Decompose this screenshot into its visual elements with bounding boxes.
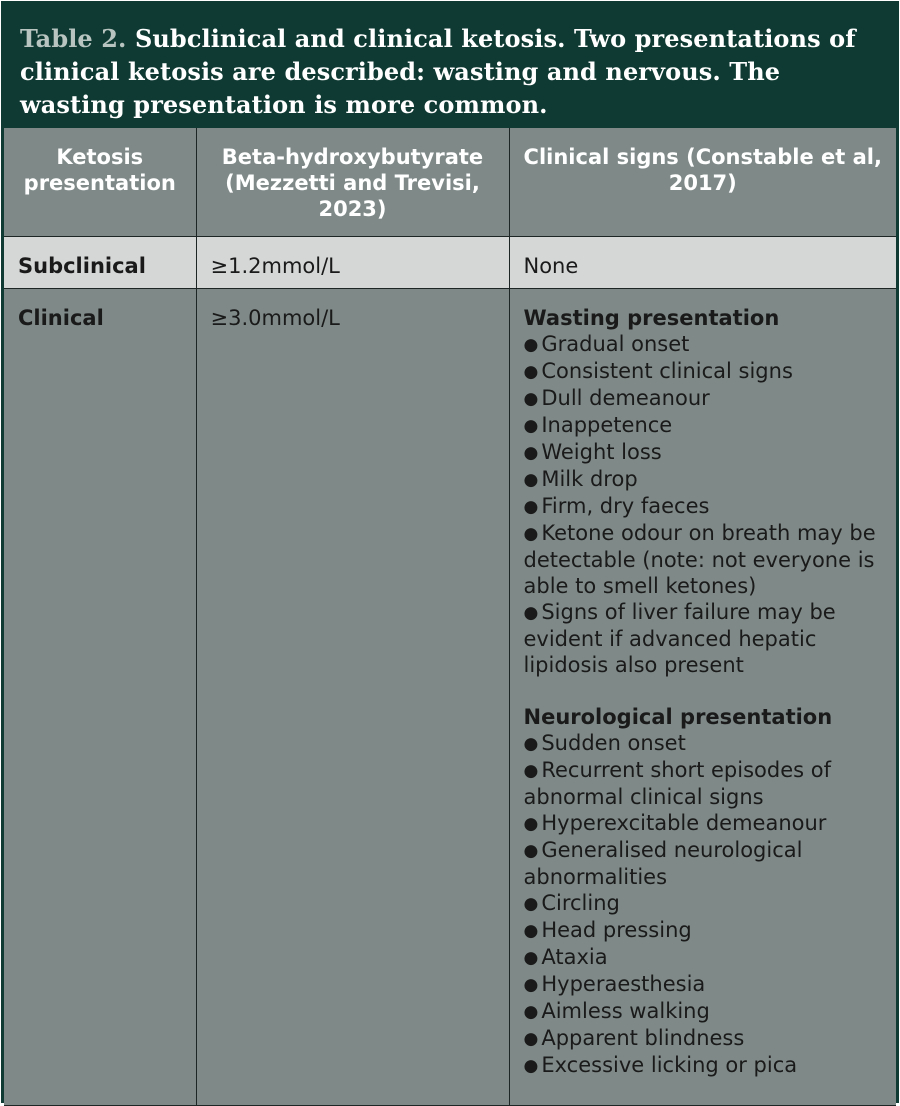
bullet-icon: ● xyxy=(523,470,539,490)
table-row-clinical xyxy=(4,289,896,1106)
bullet-icon: ● xyxy=(523,1056,539,1076)
header-ketosis-presentation: Ketosis presentation xyxy=(4,128,196,237)
signs-clinical xyxy=(509,289,896,1106)
neurological-group xyxy=(524,704,883,1079)
list-item: ● Ataxia xyxy=(523,945,608,969)
header-row xyxy=(4,128,896,237)
bullet-icon: ● xyxy=(523,734,539,754)
signs-subclinical: None xyxy=(509,237,896,289)
bullet-icon: ● xyxy=(523,603,539,623)
bullet-icon: ● xyxy=(523,975,539,995)
bullet-icon: ● xyxy=(523,443,539,463)
bhb-subclinical: ≥1.2mmol/L xyxy=(196,237,509,289)
list-item: ● Generalised neurological abnormalities xyxy=(523,838,803,889)
list-item: ● Recurrent short episodes of abnormal clinical signs xyxy=(523,758,831,809)
table-number: Table 2. xyxy=(20,24,127,53)
bhb-clinical: ≥3.0mmol/L xyxy=(196,289,509,1106)
bullet-icon: ● xyxy=(523,362,539,382)
neurological-signs-list xyxy=(524,730,883,1079)
bullet-icon: ● xyxy=(523,761,539,781)
list-item: ● Consistent clinical signs xyxy=(523,359,793,383)
header-beta-hydroxybutyrate: Beta-hydroxybutyrate (Mezzetti and Trevisi, 2023) xyxy=(196,128,509,237)
neurological-presentation-title: Neurological presentation xyxy=(523,705,833,729)
row-label-clinical: Clinical xyxy=(4,289,196,1106)
bullet-icon: ● xyxy=(523,389,539,409)
list-item: ● Circling xyxy=(523,891,620,915)
table-caption xyxy=(4,4,896,128)
header-clinical-signs: Clinical signs (Constable et al, 2017) xyxy=(509,128,896,237)
list-item: ● Gradual onset xyxy=(523,332,690,356)
list-item: ● Hyperexcitable demeanour xyxy=(523,811,827,835)
bullet-icon: ● xyxy=(523,841,539,861)
list-item: ● Aimless walking xyxy=(523,999,710,1023)
list-item: ● Excessive licking or pica xyxy=(523,1053,798,1077)
bullet-icon: ● xyxy=(523,1029,539,1049)
table-row-subclinical xyxy=(4,237,896,289)
wasting-signs-list xyxy=(524,331,883,678)
bullet-icon: ● xyxy=(523,524,539,544)
list-item: ● Hyperaesthesia xyxy=(523,972,706,996)
list-item: ● Firm, dry faeces xyxy=(523,494,710,518)
bullet-icon: ● xyxy=(523,1002,539,1022)
bullet-icon: ● xyxy=(523,894,539,914)
bullet-icon: ● xyxy=(523,497,539,517)
list-item: ● Ketone odour on breath may be detectable (note: not everyone is able to smell ketones) xyxy=(523,521,876,598)
wasting-presentation-title: Wasting presentation xyxy=(523,306,780,330)
list-item: ● Inappetence xyxy=(523,413,673,437)
wasting-group xyxy=(524,305,883,678)
bullet-icon: ● xyxy=(523,814,539,834)
list-item: ● Apparent blindness xyxy=(523,1026,745,1050)
bullet-icon: ● xyxy=(523,948,539,968)
list-item: ● Milk drop xyxy=(523,467,638,491)
bullet-icon: ● xyxy=(523,335,539,355)
list-item: ● Head pressing xyxy=(523,918,692,942)
bullet-icon: ● xyxy=(523,416,539,436)
table-frame xyxy=(1,1,899,1103)
bullet-icon: ● xyxy=(523,921,539,941)
list-item: ● Weight loss xyxy=(523,440,662,464)
list-item: ● Dull demeanour xyxy=(523,386,710,410)
row-label-subclinical: Subclinical xyxy=(4,237,196,289)
caption-text: Subclinical and clinical ketosis. Two presentations of clinical ketosis are described: wasting and nervous. The wasting presentation is more common. xyxy=(20,24,856,119)
ketosis-table xyxy=(4,128,896,1106)
list-item: ● Sudden onset xyxy=(523,731,686,755)
list-item: ● Signs of liver failure may be evident if advanced hepatic lipidosis also present xyxy=(523,600,836,677)
